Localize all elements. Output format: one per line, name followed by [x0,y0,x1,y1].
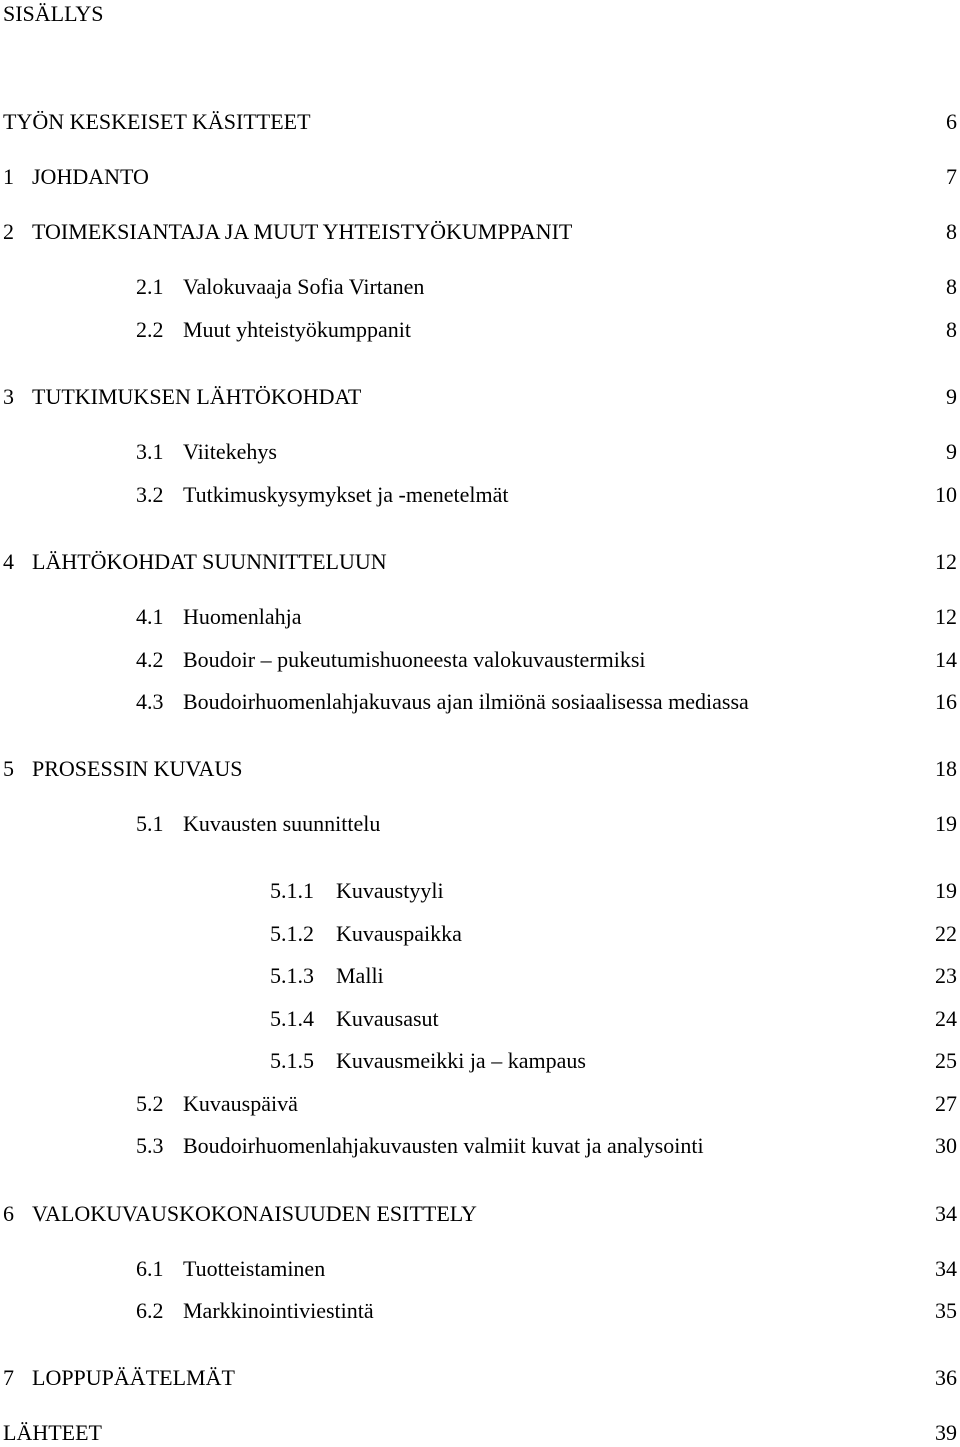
toc-entry-5[interactable] [0,755,960,783]
toc-entry-title: Kuvausmeikki ja – kampaus [336,1048,586,1073]
toc-entry-title: TYÖN KESKEISET KÄSITTEET [3,109,311,134]
toc-entry-title: Kuvausten suunnittelu [183,811,381,836]
toc-entry-number: 1 [3,164,14,189]
toc-entry-page: 18 [935,756,957,781]
toc-entry-page: 9 [946,384,957,409]
toc-entry-number: 5.1.3 [270,963,314,988]
toc-entry-number: 3.1 [136,439,164,464]
toc-entry-number: 5 [3,756,14,781]
toc-entry-7[interactable] [0,1364,960,1392]
toc-entry-title: Tuotteistaminen [183,1256,326,1281]
toc-entry-1[interactable] [0,163,960,191]
toc-entry-title: Huomenlahja [183,604,302,629]
toc-entry-page: 27 [935,1091,957,1116]
toc-entry-title: Valokuvaaja Sofia Virtanen [183,274,425,299]
toc-entry-number: 5.1.5 [270,1048,314,1073]
toc-entry-3-2[interactable] [0,481,960,509]
toc-entry-5-1-1[interactable] [0,877,960,905]
toc-entry-page: 9 [946,439,957,464]
toc-entry-number: 6 [3,1201,14,1226]
toc-entry-title: Kuvaustyyli [336,878,444,903]
toc-entry-title: JOHDANTO [32,164,149,189]
toc-entry-keskeiset-kasitteet[interactable] [0,108,960,136]
toc-entry-title: Kuvauspäivä [183,1091,298,1116]
toc-entry-number: 5.3 [136,1133,164,1158]
toc-entry-title: Boudoirhuomenlahjakuvaus ajan ilmiönä sosiaalisessa mediassa [183,689,749,714]
toc-entry-title: Boudoir – pukeutumishuoneesta valokuvaustermiksi [183,647,646,672]
toc-entry-title: Boudoirhuomenlahjakuvausten valmiit kuvat ja analysointi [183,1133,704,1158]
toc-entry-4-1[interactable] [0,603,960,631]
toc-entry-page: 8 [946,317,957,342]
toc-entry-page: 35 [935,1298,957,1323]
toc-entry-number: 5.2 [136,1091,164,1116]
toc-entry-5-3[interactable] [0,1132,960,1160]
toc-entry-lahteet[interactable] [0,1419,960,1447]
toc-entry-number: 2 [3,219,14,244]
toc-entry-title: Markkinointiviestintä [183,1298,374,1323]
toc-entry-page: 6 [946,109,957,134]
toc-entry-page: 14 [935,647,957,672]
toc-entry-page: 19 [935,811,957,836]
toc-entry-page: 12 [935,604,957,629]
toc-entry-title: PROSESSIN KUVAUS [32,756,243,781]
toc-entry-4-2[interactable] [0,646,960,674]
toc-entry-title: LÄHTEET [3,1420,102,1445]
toc-entry-5-1-4[interactable] [0,1005,960,1033]
toc-entry-number: 3 [3,384,14,409]
toc-entry-title: Kuvausasut [336,1006,439,1031]
toc-entry-number: 4.2 [136,647,164,672]
toc-entry-title: LÄHTÖKOHDAT SUUNNITTELUUN [32,549,387,574]
toc-entry-6[interactable] [0,1200,960,1228]
toc-entry-3[interactable] [0,383,960,411]
toc-entry-number: 2.2 [136,317,164,342]
toc-entry-number: 5.1.2 [270,921,314,946]
toc-entry-number: 3.2 [136,482,164,507]
toc-entry-number: 7 [3,1365,14,1390]
toc-entry-4-3[interactable] [0,688,960,716]
toc-entry-5-1-3[interactable] [0,962,960,990]
toc-entry-number: 4 [3,549,14,574]
toc-entry-page: 34 [935,1256,957,1281]
toc-entry-5-2[interactable] [0,1090,960,1118]
toc-entry-page: 7 [946,164,957,189]
toc-entry-page: 25 [935,1048,957,1073]
toc-entry-number: 4.1 [136,604,164,629]
toc-entry-page: 8 [946,219,957,244]
toc-heading: SISÄLLYS [3,1,104,26]
toc-entry-number: 5.1.4 [270,1006,314,1031]
toc-entry-number: 6.2 [136,1298,164,1323]
toc-entry-title: Kuvauspaikka [336,921,462,946]
toc-entry-5-1-2[interactable] [0,920,960,948]
toc-entry-4[interactable] [0,548,960,576]
toc-entry-number: 4.3 [136,689,164,714]
toc-entry-2[interactable] [0,218,960,246]
toc-entry-page: 8 [946,274,957,299]
toc-entry-3-1[interactable] [0,438,960,466]
toc-entry-title: Malli [336,963,384,988]
toc-entry-title: TOIMEKSIANTAJA JA MUUT YHTEISTYÖKUMPPANIT [32,219,573,244]
toc-entry-page: 19 [935,878,957,903]
toc-entry-page: 36 [935,1365,957,1390]
toc-entry-page: 12 [935,549,957,574]
toc-entry-title: Muut yhteistyökumppanit [183,317,411,342]
toc-entry-number: 2.1 [136,274,164,299]
toc-entry-number: 5.1.1 [270,878,314,903]
toc-entry-title: Viitekehys [183,439,277,464]
toc-entry-title: VALOKUVAUSKOKONAISUUDEN ESITTELY [32,1201,477,1226]
toc-entry-title: Tutkimuskysymykset ja -menetelmät [183,482,509,507]
toc-entry-number: 6.1 [136,1256,164,1281]
toc-entry-page: 24 [935,1006,957,1031]
toc-entry-6-1[interactable] [0,1255,960,1283]
toc-entry-page: 23 [935,963,957,988]
toc-entry-page: 16 [935,689,957,714]
toc-entry-5-1-5[interactable] [0,1047,960,1075]
toc-entry-number: 5.1 [136,811,164,836]
toc-entry-2-2[interactable] [0,316,960,344]
toc-entry-5-1[interactable] [0,810,960,838]
toc-entry-page: 30 [935,1133,957,1158]
toc-entry-title: LOPPUPÄÄTELMÄT [32,1365,235,1390]
toc-entry-page: 34 [935,1201,957,1226]
toc-entry-2-1[interactable] [0,273,960,301]
toc-entry-page: 10 [935,482,957,507]
toc-entry-6-2[interactable] [0,1297,960,1325]
toc-entry-title: TUTKIMUKSEN LÄHTÖKOHDAT [32,384,362,409]
toc-entry-page: 22 [935,921,957,946]
toc-entry-page: 39 [935,1420,957,1445]
